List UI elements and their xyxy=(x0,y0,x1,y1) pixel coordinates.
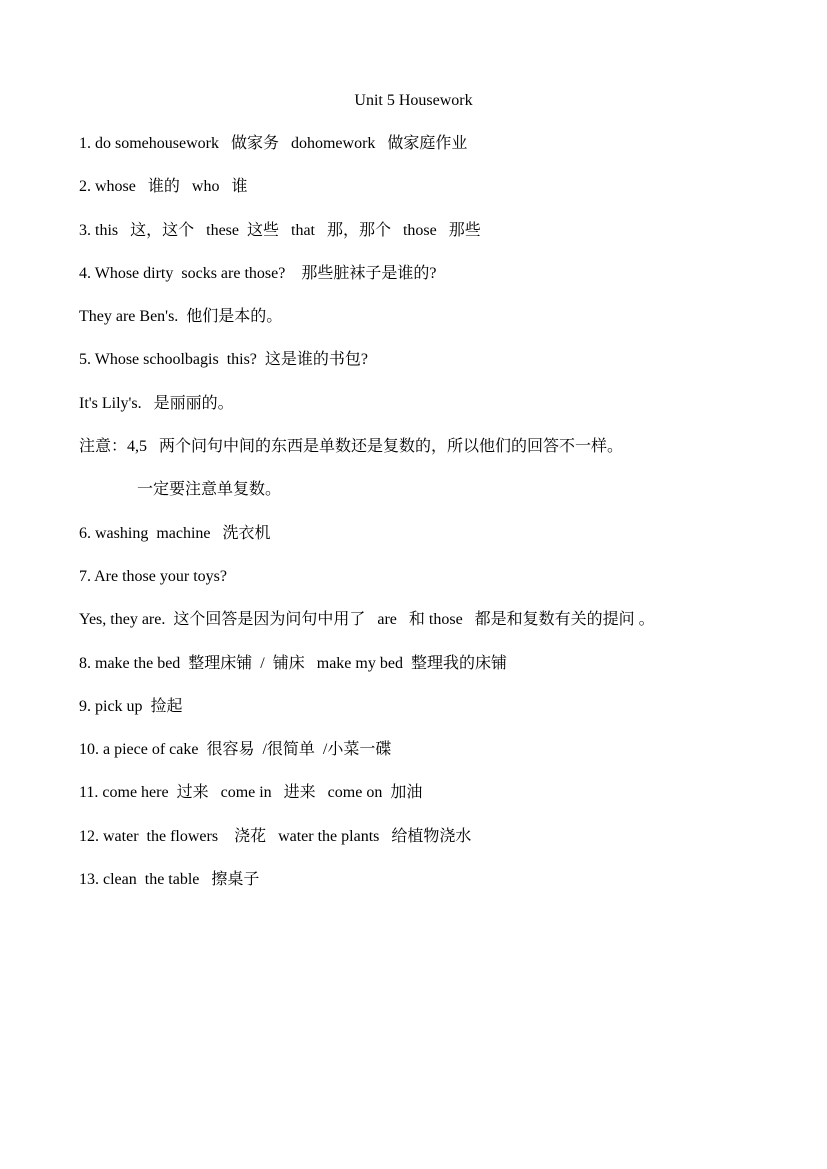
list-item: 3. this 这，这个 these 这些 that 那，那个 those 那些 xyxy=(79,221,481,239)
list-item: 4. Whose dirty socks are those? 那些脏袜子是谁的? xyxy=(79,264,437,282)
list-item: 8. make the bed 整理床铺 / 铺床 make my bed 整理我的床铺 xyxy=(79,654,507,672)
note-line-continued: 一定要注意单复数。 xyxy=(137,481,282,499)
note-line: 注意：4,5 两个问句中间的东西是单数还是复数的，所以他们的回答不一样。 xyxy=(79,438,624,456)
list-item: 7. Are those your toys? xyxy=(79,567,227,585)
vocabulary-list xyxy=(79,133,819,912)
document-title: Unit 5 Housework xyxy=(354,92,473,109)
list-item: 11. come here 过来 come in 进来 come on 加油 xyxy=(79,784,423,802)
list-item: 12. water the flowers 浇花 water the plants 给植物浇水 xyxy=(79,827,472,845)
list-item: 1. do somehousework 做家务 dohomework 做家庭作业 xyxy=(79,135,468,152)
list-item: 13. clean the table 擦桌子 xyxy=(79,871,260,889)
list-item: Yes, they are. 这个回答是因为问句中用了 are 和 those 都是和复数有关的提问 。 xyxy=(79,611,655,629)
list-item: 6. washing machine 洗衣机 xyxy=(79,524,271,542)
list-item: 10. a piece of cake 很容易 /很简单 /小菜一碟 xyxy=(79,741,392,759)
list-item: 5. Whose schoolbagis this? 这是谁的书包? xyxy=(79,351,369,369)
list-item: It's Lily's. 是丽丽的。 xyxy=(79,394,234,412)
list-item: 2. whose 谁的 who 谁 xyxy=(79,178,248,196)
list-item: 9. pick up 捡起 xyxy=(79,697,183,715)
list-item: They are Ben's. 他们是本的。 xyxy=(79,308,283,326)
